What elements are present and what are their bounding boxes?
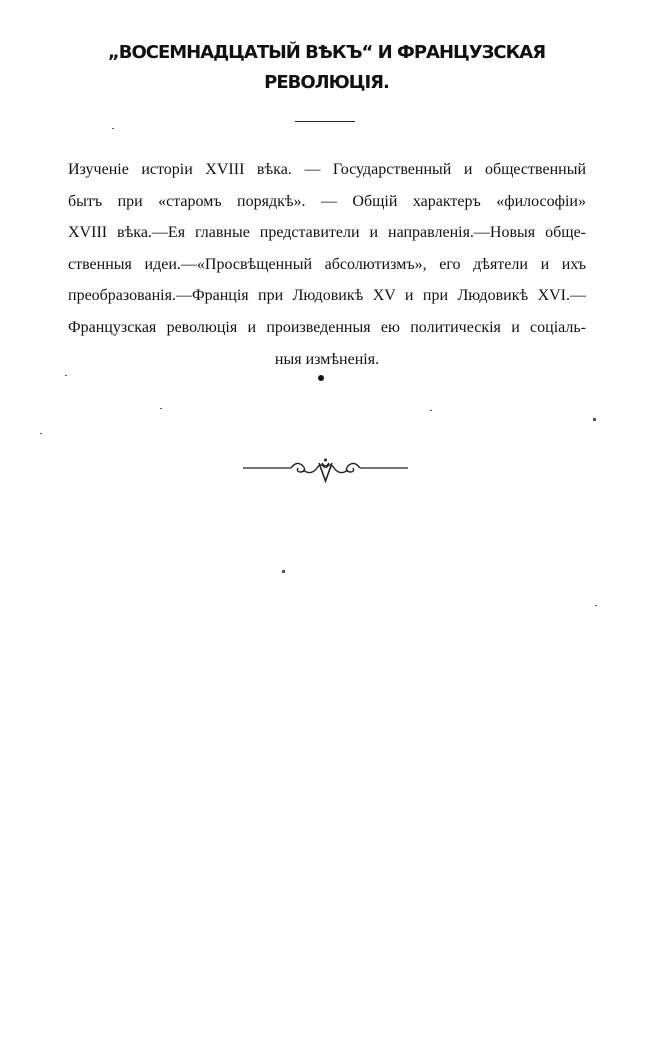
scan-speck <box>40 433 42 434</box>
summary-line: ственныя идеи.—«Просвѣщенный абсолютизмъ», его дѣятели и ихъ <box>68 255 586 273</box>
chapter-title: „ВОСЕМНАДЦАТЫЙ ВѢКЪ“ И ФРАНЦУЗСКАЯ РЕВОЛЮЦІЯ. <box>107 42 546 93</box>
summary-line: Изученіе исторіи XVIII вѣка. — Государственный и общественный <box>68 161 586 178</box>
summary-line: преобразованія.—Франція при Людовикѣ XV и при Людовикѣ XVI.— <box>68 287 586 305</box>
ornament-divider-icon <box>243 455 408 485</box>
title-divider <box>295 121 355 122</box>
summary-line: бытъ при «старомъ порядкѣ». — Общій характеръ «философіи» <box>68 192 586 210</box>
ink-dot <box>318 375 324 381</box>
summary-line: Французская революція и произведенныя ею политическія и соціаль- <box>68 318 586 336</box>
scan-speck <box>160 408 162 409</box>
scan-speck <box>430 410 432 411</box>
scan-speck <box>282 570 285 573</box>
scan-speck <box>595 605 597 606</box>
scan-speck <box>112 128 114 129</box>
summary-line: ныя измѣненія. <box>274 350 380 368</box>
scan-speck <box>65 375 67 376</box>
scan-speck <box>593 418 596 421</box>
chapter-summary <box>68 154 586 375</box>
summary-line: XVIII вѣка.—Ея главные представители и направленія.—Новыя обще- <box>68 224 586 242</box>
